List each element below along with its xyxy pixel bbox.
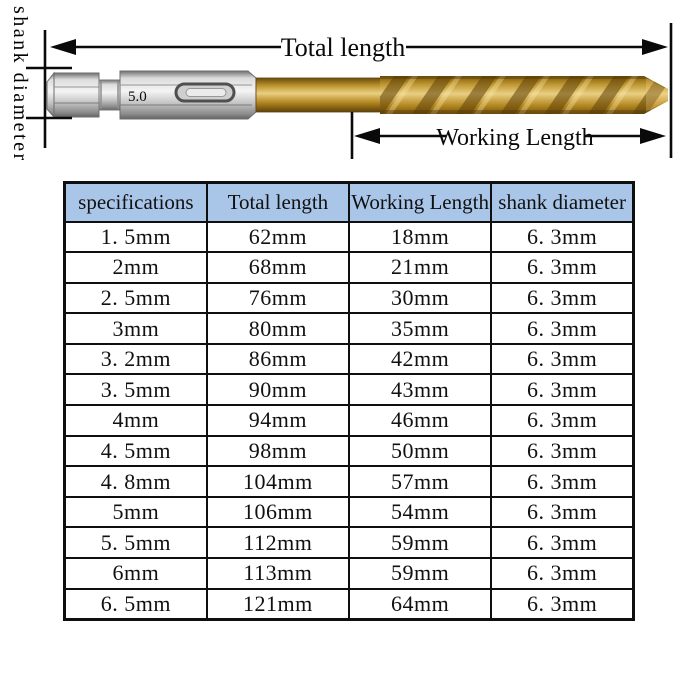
table-row <box>65 558 634 589</box>
cell-working-length: 59mm <box>349 527 491 558</box>
cell-working-length: 43mm <box>349 374 491 405</box>
cell-shank-diameter: 6. 3mm <box>491 527 633 558</box>
table-row <box>65 405 634 436</box>
col-header-shank-diameter: shank diameter <box>491 183 633 222</box>
table-row <box>65 436 634 467</box>
cell-total-length: 121mm <box>207 589 349 620</box>
arrow-right-icon <box>640 128 666 144</box>
dimension-diagram <box>0 0 700 181</box>
cell-specification: 3. 5mm <box>65 374 207 405</box>
drill-bit-image <box>47 71 673 119</box>
col-header-specifications: specifications <box>65 183 207 222</box>
spec-table-body <box>65 222 634 620</box>
working-length-label: Working Length <box>436 125 594 151</box>
header-row <box>65 183 634 222</box>
cell-total-length: 113mm <box>207 558 349 589</box>
total-length-label: Total length <box>280 33 406 62</box>
cell-shank-diameter: 6. 3mm <box>491 589 633 620</box>
cell-working-length: 42mm <box>349 344 491 375</box>
arrow-left-icon <box>50 39 76 55</box>
spec-table-head <box>65 183 634 222</box>
cell-total-length: 80mm <box>207 313 349 344</box>
table-row <box>65 283 634 314</box>
cell-total-length: 68mm <box>207 252 349 283</box>
cell-total-length: 86mm <box>207 344 349 375</box>
table-row <box>65 466 634 497</box>
cell-specification: 4mm <box>65 405 207 436</box>
table-row <box>65 252 634 283</box>
cell-working-length: 30mm <box>349 283 491 314</box>
shank-groove <box>99 80 120 110</box>
cell-total-length: 106mm <box>207 497 349 528</box>
table-row <box>65 527 634 558</box>
cell-specification: 3mm <box>65 313 207 344</box>
cell-shank-diameter: 6. 3mm <box>491 222 633 253</box>
cell-total-length: 94mm <box>207 405 349 436</box>
cell-specification: 5mm <box>65 497 207 528</box>
table-row <box>65 374 634 405</box>
cell-working-length: 35mm <box>349 313 491 344</box>
cell-total-length: 90mm <box>207 374 349 405</box>
arrow-left-icon <box>354 128 380 144</box>
cell-shank-diameter: 6. 3mm <box>491 252 633 283</box>
cell-specification: 6. 5mm <box>65 589 207 620</box>
hex-shank-front <box>54 73 99 117</box>
cell-specification: 1. 5mm <box>65 222 207 253</box>
cell-working-length: 57mm <box>349 466 491 497</box>
table-row <box>65 589 634 620</box>
table-row <box>65 344 634 375</box>
drill-shaft <box>256 78 382 112</box>
cell-shank-diameter: 6. 3mm <box>491 344 633 375</box>
cell-shank-diameter: 6. 3mm <box>491 374 633 405</box>
arrow-right-icon <box>642 39 668 55</box>
cell-working-length: 64mm <box>349 589 491 620</box>
shank-diameter-label: shank diameter <box>9 6 31 163</box>
cell-working-length: 21mm <box>349 252 491 283</box>
cell-specification: 4. 8mm <box>65 466 207 497</box>
cell-specification: 3. 2mm <box>65 344 207 375</box>
col-header-total-length: Total length <box>207 183 349 222</box>
shank-size-marking: 5.0 <box>128 89 147 105</box>
cell-shank-diameter: 6. 3mm <box>491 466 633 497</box>
cell-working-length: 46mm <box>349 405 491 436</box>
cell-specification: 6mm <box>65 558 207 589</box>
cell-specification: 5. 5mm <box>65 527 207 558</box>
cell-total-length: 112mm <box>207 527 349 558</box>
cell-total-length: 76mm <box>207 283 349 314</box>
table-row <box>65 222 634 253</box>
col-header-working-length: Working Length <box>349 183 491 222</box>
cell-shank-diameter: 6. 3mm <box>491 313 633 344</box>
cell-specification: 2mm <box>65 252 207 283</box>
cell-working-length: 54mm <box>349 497 491 528</box>
hex-shank-end <box>47 73 54 117</box>
cell-working-length: 18mm <box>349 222 491 253</box>
cell-total-length: 104mm <box>207 466 349 497</box>
drill-flutes <box>368 74 673 118</box>
cell-total-length: 62mm <box>207 222 349 253</box>
cell-shank-diameter: 6. 3mm <box>491 283 633 314</box>
cell-specification: 4. 5mm <box>65 436 207 467</box>
cell-specification: 2. 5mm <box>65 283 207 314</box>
drill-bit-diagram-svg <box>0 0 700 181</box>
cell-working-length: 50mm <box>349 436 491 467</box>
cell-working-length: 59mm <box>349 558 491 589</box>
table-row <box>65 497 634 528</box>
table-row <box>65 313 634 344</box>
cell-shank-diameter: 6. 3mm <box>491 405 633 436</box>
specifications-table <box>63 181 635 621</box>
cell-shank-diameter: 6. 3mm <box>491 436 633 467</box>
cell-shank-diameter: 6. 3mm <box>491 558 633 589</box>
cell-total-length: 98mm <box>207 436 349 467</box>
cell-shank-diameter: 6. 3mm <box>491 497 633 528</box>
